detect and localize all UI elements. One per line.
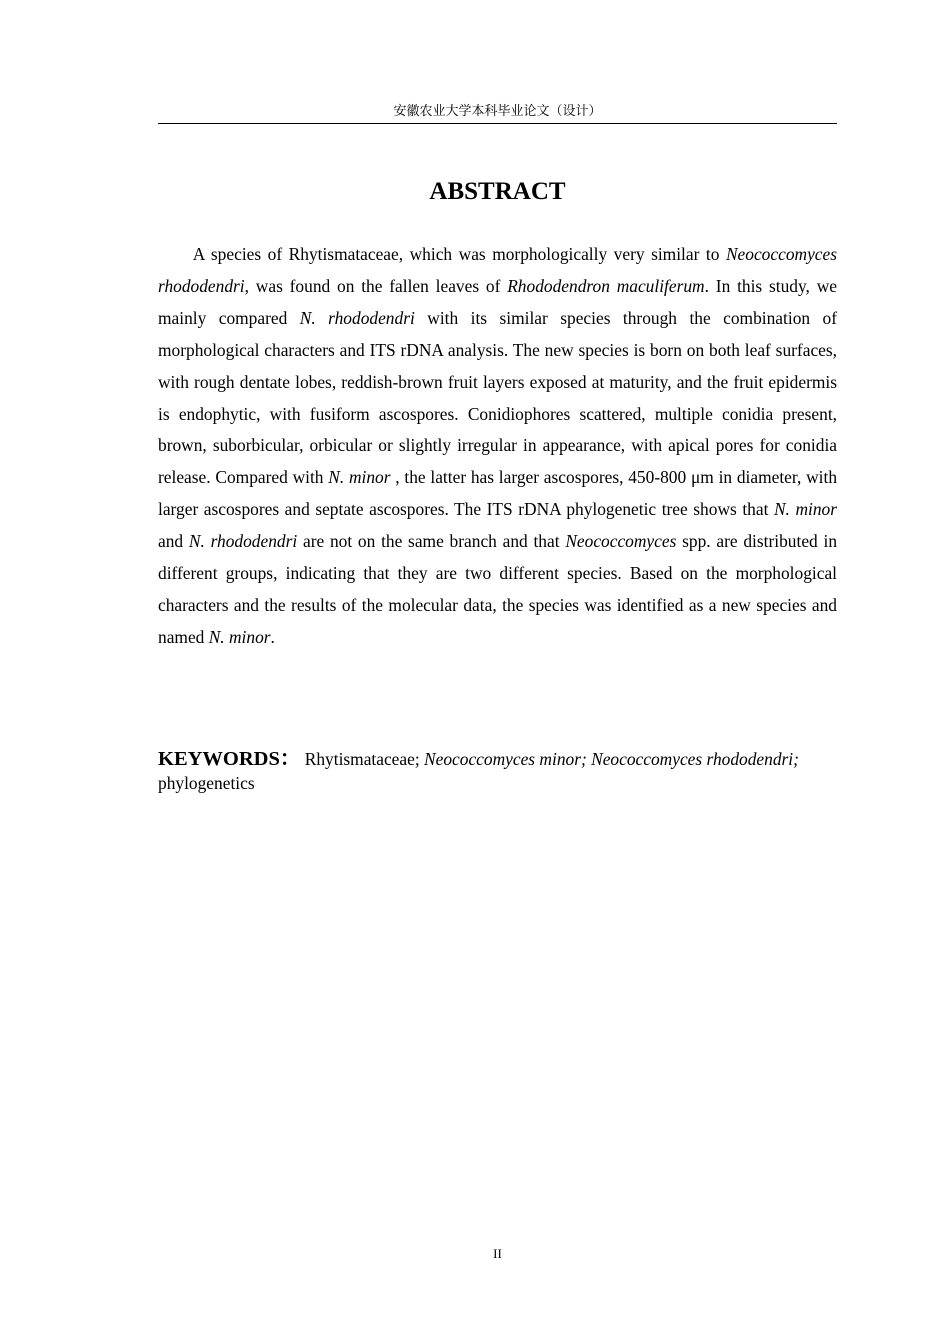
abstract-text: , was found on the fallen leaves of — [244, 275, 508, 296]
species-name: Neococcomyces rhododendri — [158, 244, 837, 296]
abstract-title: ABSTRACT — [429, 178, 566, 205]
species-name: N. rhododendri — [188, 531, 298, 552]
abstract-text: A species of Rhytismataceae, which was morphologically very similar to — [192, 244, 726, 264]
species-name: N. rhododendri — [299, 307, 415, 328]
keywords-label: KEYWORDS： — [158, 748, 301, 770]
species-name: N. minor — [328, 467, 391, 488]
abstract-text: . — [270, 626, 275, 647]
abstract-text: . In this study, we mainly compared — [158, 275, 837, 328]
keyword: phylogenetics — [158, 773, 255, 793]
genus-name: Neococcomyces — [565, 531, 677, 552]
abstract-body — [158, 239, 837, 654]
page-number: II — [493, 1246, 502, 1261]
keyword: Rhytismataceae; — [304, 749, 425, 769]
species-name: Rhododendron maculiferum — [507, 275, 705, 296]
running-header: 安徽农业大学本科毕业论文（设计） — [393, 104, 602, 119]
abstract-text: spp. are distributed in different groups, indicating that they are two different species. Based on the morphological characters and the results of the molecular data, the species was identified as a new species and named — [158, 531, 838, 647]
species-name: N. minor — [773, 499, 837, 520]
header-rule — [158, 123, 837, 124]
abstract-text: and — [158, 531, 189, 552]
abstract-text: with its similar species through the combination of morphological characters and ITS rDNA analysis. The new species is born on both leaf surfaces, with rough dentate lobes, reddish-brown fruit layers exposed at maturity, and the fruit epidermis is endophytic, with fusiform ascospores. Conidiophores scattered, multiple conidia present, brown, suborbicular, orbicular or slightly irregular in appearance, with apical pores for conidia release. Compared with — [158, 307, 838, 488]
keyword-species: Neococcomyces minor; Neococcomyces rhododendri; — [424, 749, 799, 769]
abstract-text: , the latter has larger ascospores, 450-800 μm in diameter, with larger ascospores and septate ascospores. The ITS rDNA phylogenetic tree shows that — [158, 467, 838, 520]
keywords-line — [158, 747, 837, 795]
species-name: N. minor — [208, 626, 271, 647]
abstract-text: are not on the same branch and that — [297, 531, 566, 552]
